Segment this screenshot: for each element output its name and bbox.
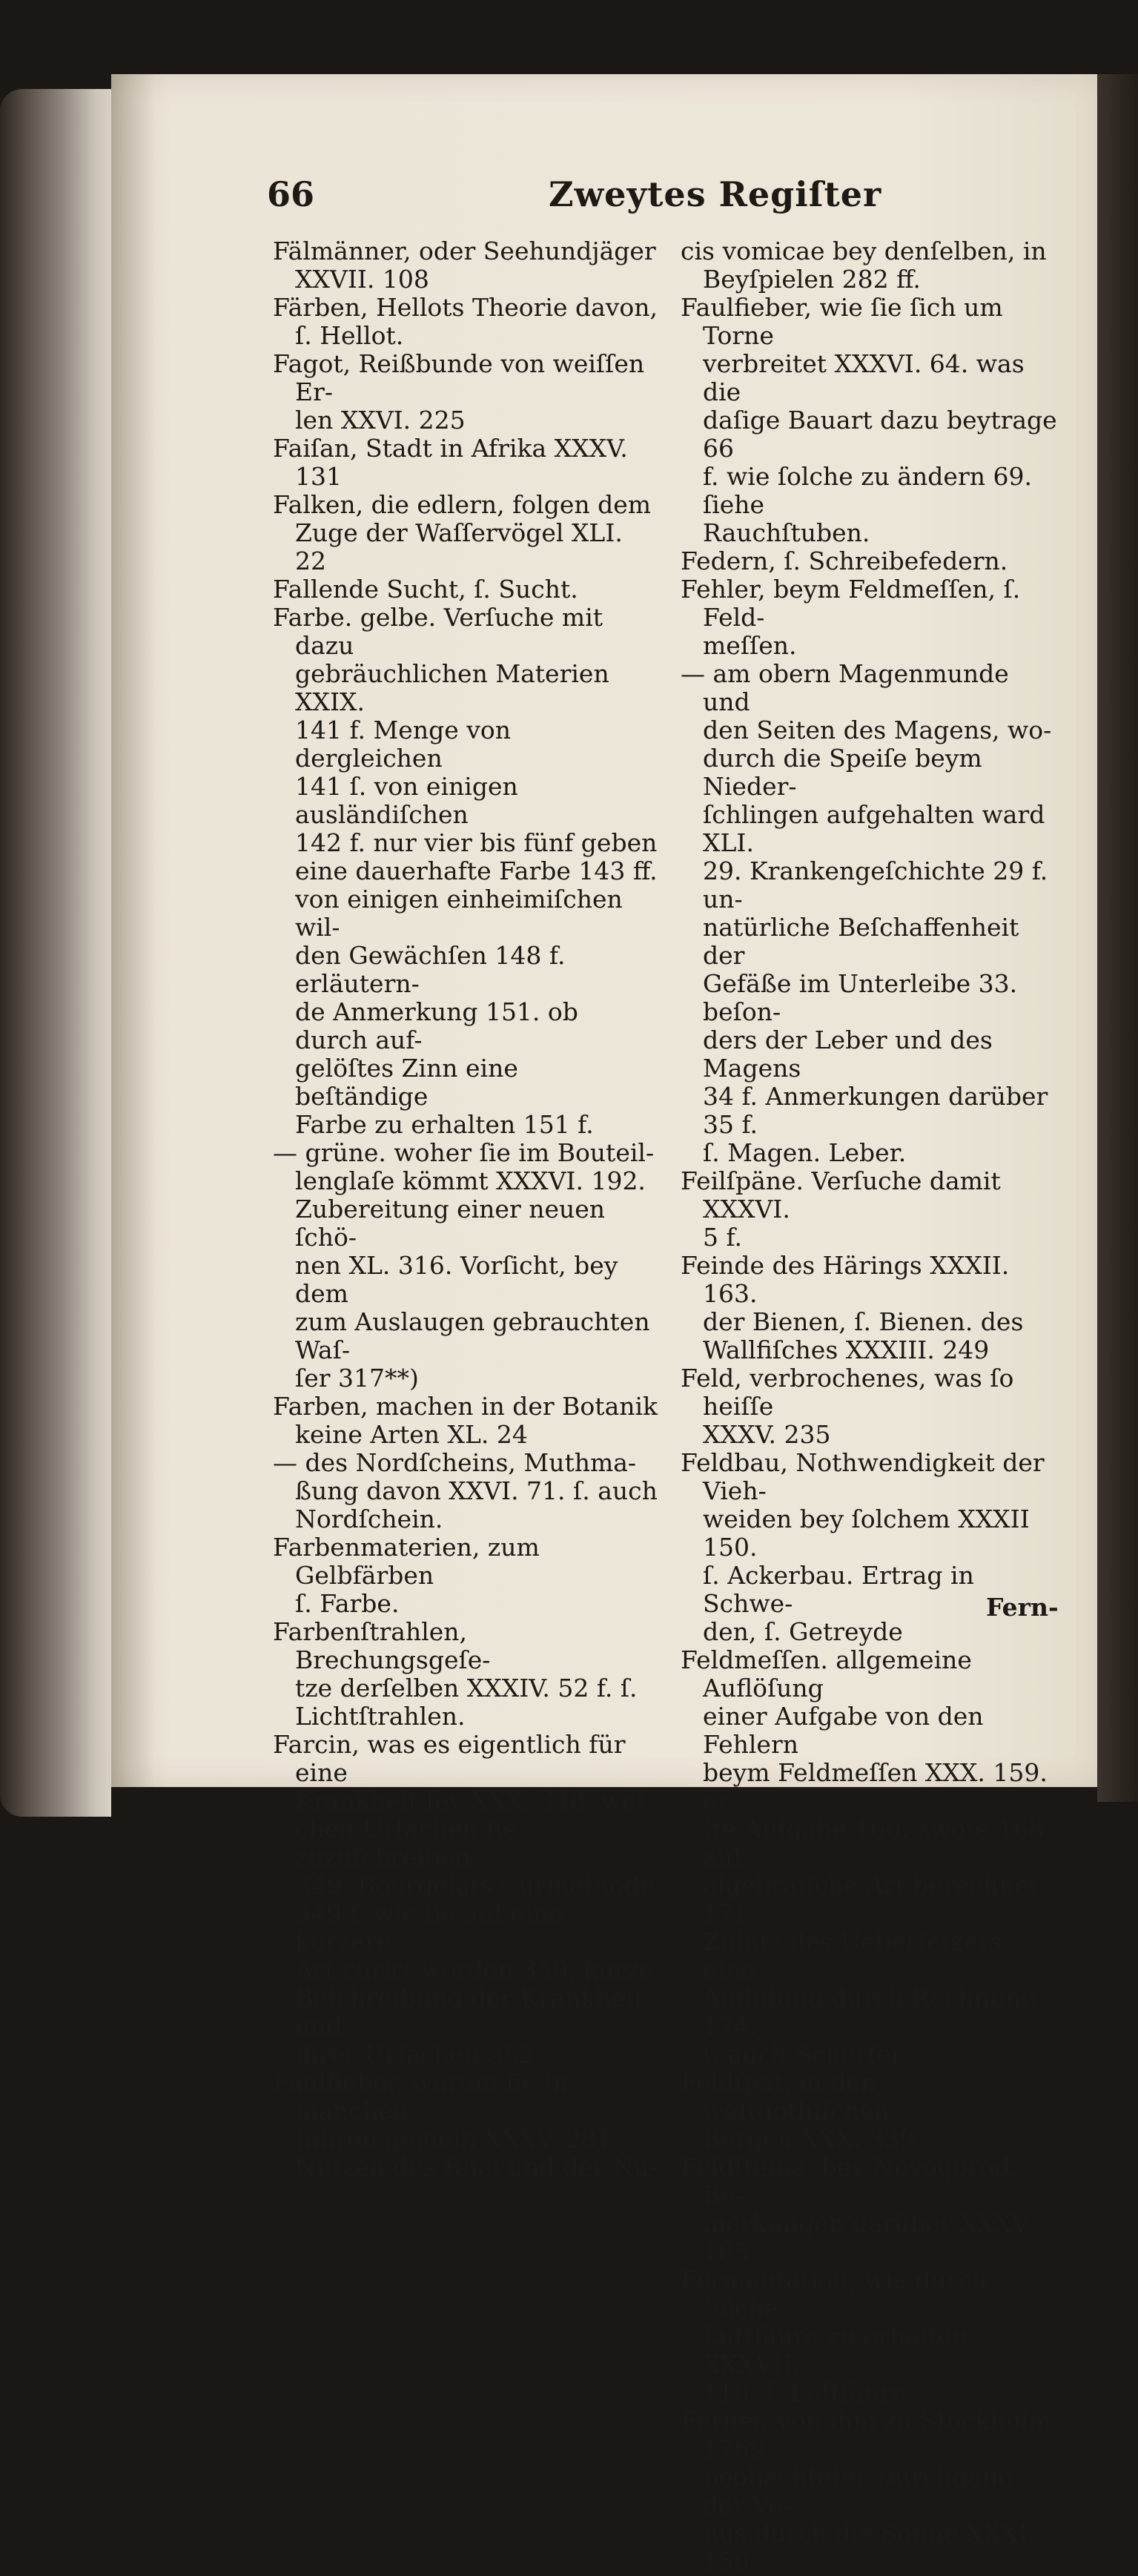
index-entry-text: Feinde des Härings XXXII. 163. der Bienen, ſ. Bienen. des Wallfiſches XXXIII. 249 [681,1251,1024,1364]
index-entry [681,2153,1059,2266]
index-entry-text: Feldbau, Nothwendigkeit der Vieh- weiden bey ſolchem XXXII 150. ſ. Ackerbau. Ertrag in Schwe- den, ſ. Getreyde [681,1448,1045,1646]
index-entry [681,660,1059,1167]
index-entry-text: Feldſteine, bey Novogorod, Be- merkungen darüber XXXV. 185 [681,2153,1033,2266]
index-entry-text: Farben, machen in der Botanik keine Arten XL. 24 [273,1392,658,1449]
index-column-right [681,237,1059,2576]
index-entry-text: Fermentation, wie durch ſolche Luftſäure zu erhalten XXXVII. 110. ſ. Luftſäure. [681,2265,988,2407]
index-entry [273,604,658,1139]
index-entry-text: Falken, die edlern, folgen dem Zuge der Waſſervögel XLI. 22 [273,490,652,575]
index-entry-text: Faulfieber, warum ſie in manchen Jahren gemein XXXV. 281. Nutzen des Rhei und der Nu- [273,2068,658,2182]
index-entry [273,575,658,604]
catchword: Fern- [986,1593,1059,1622]
index-column-left [273,237,658,2182]
index-entry-text: Fehler, beym Feldmeſſen, ſ. Feld- meſſen. [681,575,1021,660]
index-entry [681,1364,1059,1449]
index-entry-text: Farbe. gelbe. Verſuche mit dazu gebräuchlichen Materien XXIX. 141 f. Menge von dergleichen 141 ſ. von einigen ausländiſchen 142 f. nur vier bis fünf geben eine dauerhafte Farbe 143 ff. von einigen einheimiſchen wil- den Gewächſen 148 f. erläutern- de Anmerkung 151. ob durch auf- gelöſtes Zinn eine beſtändige Farbe zu erhalten 151 f. [273,603,658,1139]
book-spine-edge [0,89,111,1817]
index-entry [681,2407,1059,2576]
index-entry [681,1167,1059,1252]
index-entry [681,1646,1059,2069]
index-entry [273,435,658,491]
index-entry-text: Feld, verbrochenes, was ſo heiſſe XXXV. 235 [681,1364,1014,1449]
page-header [267,174,1060,234]
index-entry-text: Faulfieber, wie ſie ſich um Torne verbreitet XXXVI. 64. was die daſige Bauart dazu beytrage 66 f. wie ſolche zu ändern 69. ſiehe Rauchſtuben. [681,293,1057,547]
index-entry-text: Farbenſtrahlen, Brechungsgeſe- tze derſelben XXXIV. 52 f. ſ. Lichtſtrahlen. [273,1617,638,1731]
index-entry [273,1139,658,1393]
page-number: 66 [267,174,315,214]
index-entry [273,1393,658,1449]
index-entry-text: Feldſpat, in den weſtgothiſchen Bergen XXX. 339 [681,2068,916,2153]
index-entry-text: Ferner, von ihm zu Stockholm 1769. beobachteter Durchgang der Ve- nus durch die Sonne XXXI. 150 [681,2406,1052,2576]
index-entry-text: Fagot, Reißbunde von weiſſen Er- len XXVI. 225 [273,349,645,435]
index-entry-text: Faiſan, Stadt in Afrika XXXV. 131 [273,434,628,491]
index-entry [273,237,658,294]
index-entry-text: Farcin, was es eigentlich für eine Krankheit ſey XXX. 348. wel- chen Urſachen ſie zuzuſchreiben 349. Bourgelats Curmethode 349 f. wie ſie auf eine kürzere Art curirt worden 350. kurze Beſchreibung der Krankheit und ihrer Urſachen 352 [273,1730,655,2069]
index-entry-text: cis vomicae bey denſelben, in Beyſpielen 282 ff. [681,237,1047,294]
index-entry [273,294,658,350]
facing-page-edge [1097,74,1138,1802]
index-entry-text: Fälmänner, oder Seehundjäger XXVII. 108 [273,237,656,294]
index-entry [681,547,1059,575]
index-entry [273,1618,658,1731]
index-entry-text: Feldmeſſen. allgemeine Auflöſung einer Aufgabe von den Fehlern beym Feldmeſſen XXX. 159. er- ſte Aufgabe 160. zwote 168. auf algebraiſche Art berechnet 171. Zuſatz des Ueberſetzers; eine Auflöſung durch Rechnung 174. ſ. auch Scherfer. [681,1645,1052,2069]
index-entry [681,2069,1059,2153]
running-title: Zweytes Regiſter [549,174,882,214]
index-entry [681,1252,1059,1364]
index-entry [681,237,1059,294]
index-entry-text: Farbenmaterien, zum Gelbfärben ſ. Farbe. [273,1533,540,1618]
index-entry [273,1449,658,1533]
index-entry [273,1731,658,2069]
index-entry [273,2069,658,2182]
index-entry [681,2266,1059,2407]
index-entry [681,294,1059,547]
index-entry [273,1533,658,1618]
index-entry-text: — am obern Magenmunde und den Seiten des Magens, wo- durch die Speiſe beym Nieder- ſchlingen aufgehalten ward XLI. 29. Krankengeſchichte 29 f. un- natürliche Beſchaffenheit der Gefäße im Unterleibe 33. beſon- ders der Leber und des Magens 34 f. Anmerkungen darüber 35 f. ſ. Magen. Leber. [681,659,1052,1167]
index-entry-text: Fallende Sucht, ſ. Sucht. [273,575,578,604]
index-entry [681,575,1059,660]
index-entry-text: Feilſpäne. Verſuche damit XXXVI. 5 f. [681,1166,1001,1252]
index-entry-text: — grüne. woher ſie im Bouteil- lenglaſe kömmt XXXVI. 192. Zubereitung einer neuen ſchö- nen XL. 316. Vorſicht, bey dem zum Auslaugen gebrauchten Waſ- ſer 317**) [273,1138,655,1393]
gutter-shadow [111,74,156,1787]
index-entry [273,350,658,435]
index-entry [273,491,658,575]
index-entry-text: Federn, ſ. Schreibefedern. [681,546,1008,575]
index-entry-text: — des Nordſcheins, Muthma- ßung davon XXVI. 71. ſ. auch Nordſchein. [273,1448,658,1533]
index-entry-text: Färben, Hellots Theorie davon, ſ. Hellot. [273,293,658,350]
